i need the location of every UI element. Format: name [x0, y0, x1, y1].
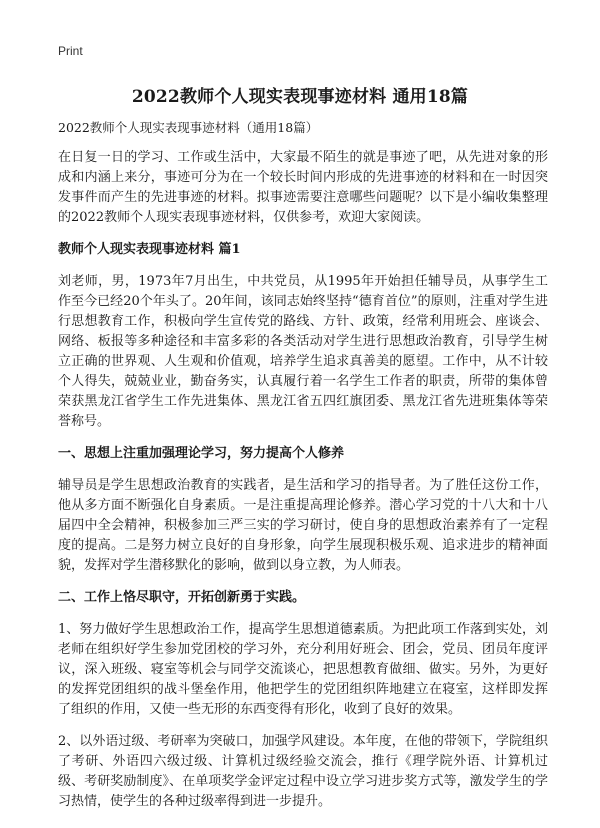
document-subtitle: 2022教师个人现实表现事迹材料（通用18篇） — [58, 120, 319, 135]
section1-paragraph: 刘老师，男，1973年7月出生，中共党员，从1995年开始担任辅导员，从事学生工作至今已经20个年头了。20年间，该同志始终坚持“德育首位”的原则，注重对学生进行思想教育工作，积极向学生宣传党的路线、方针、政策，经常利用班会、座谈会、网络、板报等多种途径和丰富多彩的各类活动对学生进行思想政治教育，引导学生树立正确的世界观、人生观和价值观，培养学生追求真善美的愿望。工作中，从不计较个人得失，兢兢业业，勤奋务实，认真履行着一名学生工作者的职责，所带的集体曾荣获黑龙江省学生工作先进集体、黑龙江省五四红旗团委、黑龙江省先进班集体等荣誉称号。 — [58, 274, 548, 429]
subheading-work: 二、工作上恪尽职守，开拓创新勇于实践。 — [58, 590, 306, 605]
print-link[interactable]: Print — [58, 44, 83, 58]
subheading-thought: 一、思想上注重加强理论学习，努力提高个人修养 — [58, 446, 345, 461]
work-paragraph-1: 1、努力做好学生思想政治工作，提高学生思想道德素质。为把此项工作落到实处，刘老师在组织好学生参加党团校的学习外，充分利用好班会、团会，党员、团员年度评议，深入班级、寝室等机会与同学交流谈心，把思想教育做细、做实。另外，为更好的发挥党团组织的战斗堡垒作用，他把学生的党团组织阵地建立在寝室，这样即发挥了组织的作用，又使一些无形的东西变得有形化，收到了良好的效果。 — [58, 622, 548, 717]
thought-paragraph: 辅导员是学生思想政治教育的实践者，是生活和学习的指导者。为了胜任这份工作，他从多方面不断强化自身素质。一是注重提高理论修养。潜心学习党的十八大和十八届四中全会精神，积极参加三严三实的学习研讨，使自身的思想政治素养有了一定程度的提高。二是努力树立良好的自身形象，向学生展现积极乐观、追求进步的精神面貌，发挥对学生潜移默化的影响，做到以身立教，为人师表。 — [58, 478, 548, 573]
section-heading-1: 教师个人现实表现事迹材料 篇1 — [58, 242, 241, 257]
intro-paragraph: 在日复一日的学习、工作或生活中，大家最不陌生的就是事迹了吧，从先进对象的形成和内涵上来分，事迹可分为在一个较长时间内形成的先进事迹的材料和在一时因突发事件而产生的先进事迹的材料。拟事迹需要注意哪些问题呢？以下是小编收集整理的2022教师个人现实表现事迹材料，仅供参考，欢迎大家阅读。 — [58, 150, 548, 225]
document-body — [58, 118, 548, 824]
document-title: 2022教师个人现实表现事迹材料 通用18篇 — [131, 87, 469, 107]
work-paragraph-2: 2、以外语过级、考研率为突破口，加强学风建设。本年度，在他的带领下，学院组织了考研、外语四六级过级、计算机过级经验交流会，推行《理学院外语、计算机过级、考研奖励制度》、在单项奖学金评定过程中设立学习进步奖方式等，激发学生的学习热情，使学生的各种过级率得到进一步提升。 — [58, 734, 548, 809]
